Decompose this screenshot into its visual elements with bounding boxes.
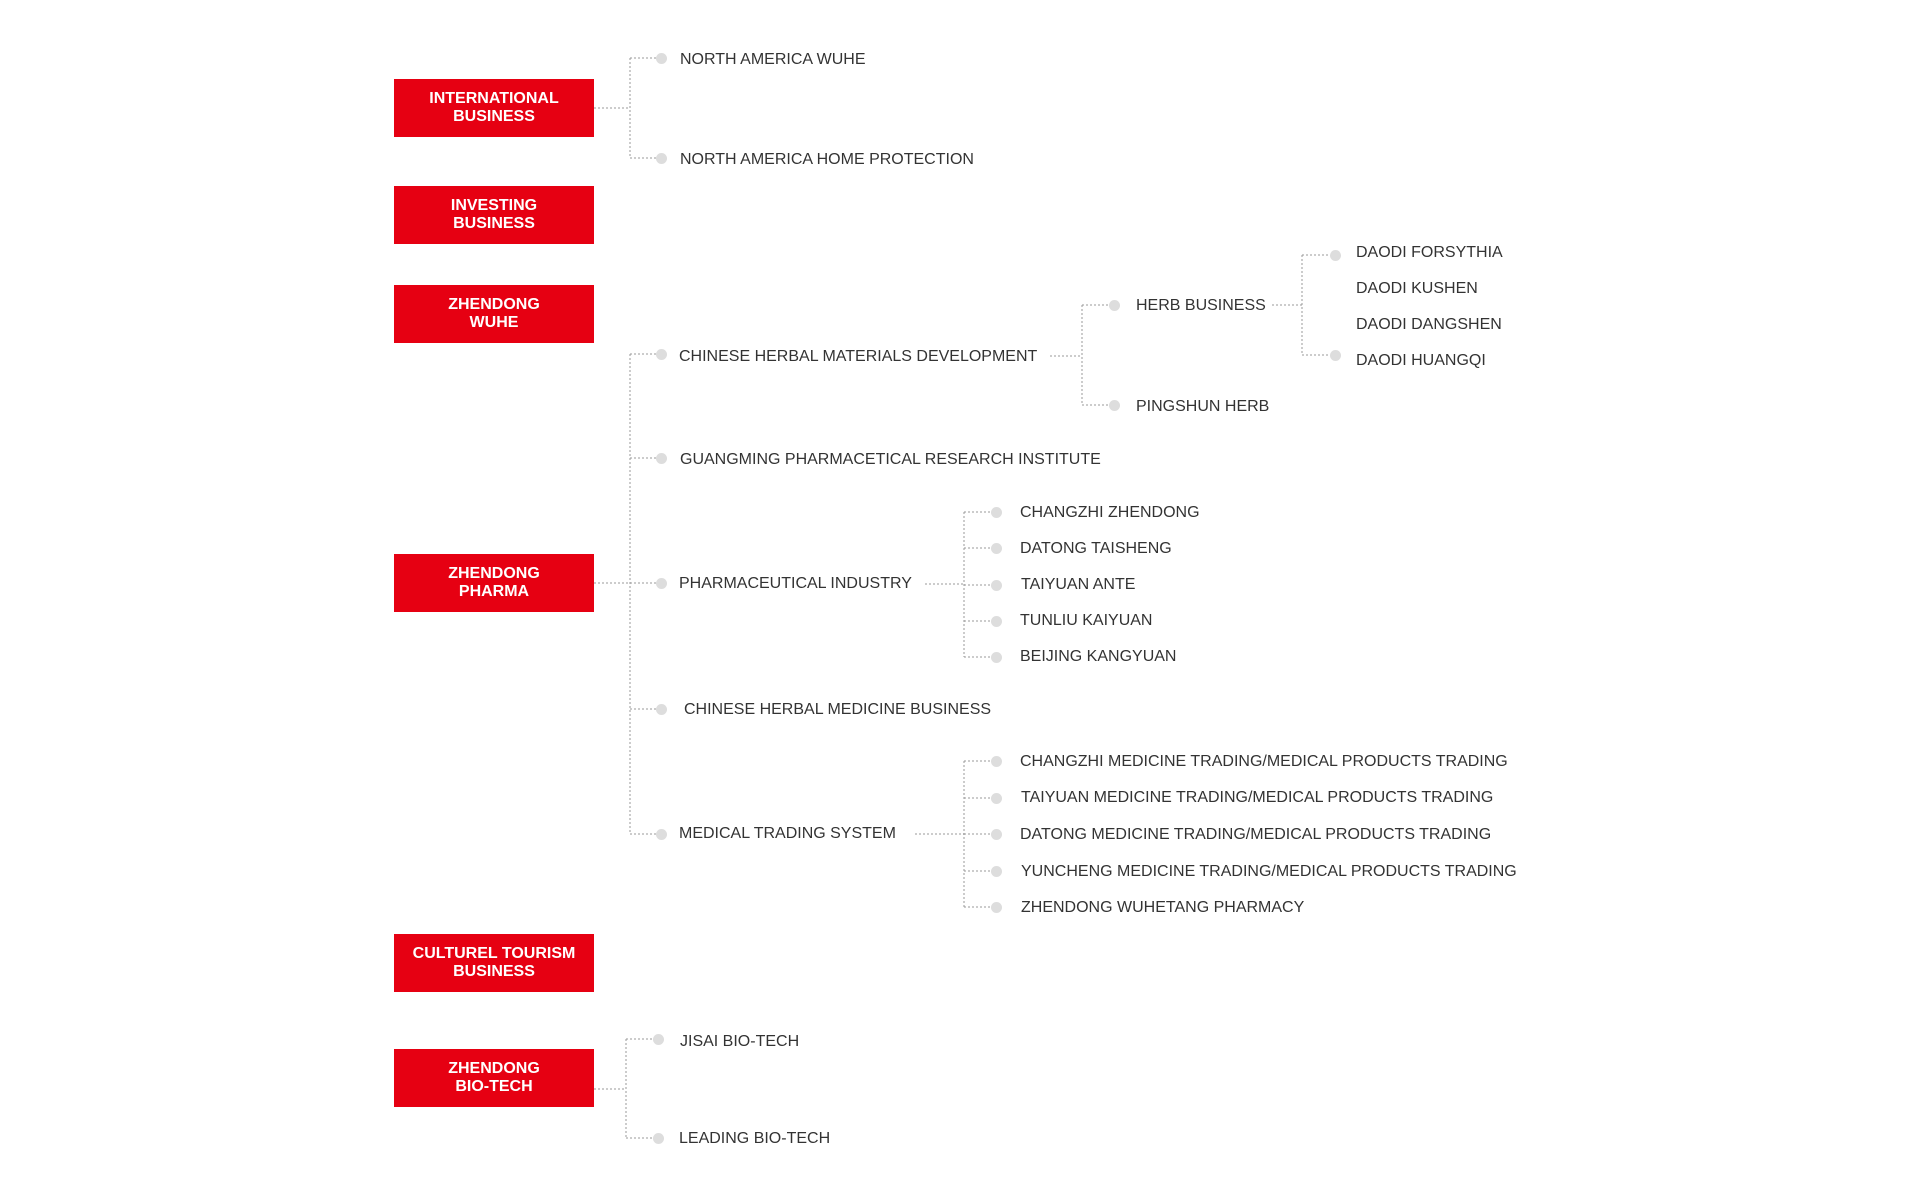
medical-trading-system: MEDICAL TRADING SYSTEM [679,825,896,842]
zhendong-wuhe-box: ZHENDONG WUHE [394,285,594,343]
pharmaceutical-industry: PHARMACEUTICAL INDUSTRY [679,575,912,592]
node-dot [991,652,1002,663]
yuncheng-medicine-trading: YUNCHENG MEDICINE TRADING/MEDICAL PRODUCTS TRADING [1021,863,1517,880]
node-dot [1109,300,1120,311]
node-dot [1330,250,1341,261]
international-business-box: INTERNATIONAL BUSINESS [394,79,594,137]
node-dot [653,1034,664,1045]
node-dot [991,793,1002,804]
culturel-tourism-business-box: CULTUREL TOURISM BUSINESS [394,934,594,992]
daodi-forsythia: DAODI FORSYTHIA [1356,244,1503,261]
node-dot [991,616,1002,627]
zhendong-wuhetang-pharmacy: ZHENDONG WUHETANG PHARMACY [1021,899,1305,916]
node-dot [656,153,667,164]
node-dot [656,829,667,840]
north-america-home-protection: NORTH AMERICA HOME PROTECTION [680,151,974,168]
node-dot [1109,400,1120,411]
daodi-kushen: DAODI KUSHEN [1356,280,1478,297]
node-dot [653,1133,664,1144]
node-dot [656,578,667,589]
tunliu-kaiyuan: TUNLIU KAIYUAN [1020,612,1153,629]
taiyuan-ante: TAIYUAN ANTE [1021,576,1136,593]
pingshun-herb: PINGSHUN HERB [1136,398,1270,415]
datong-taisheng: DATONG TAISHENG [1020,540,1172,557]
node-dot [656,349,667,360]
node-dot [991,902,1002,913]
jisai-bio-tech: JISAI BIO-TECH [680,1033,800,1050]
zhendong-pharma-box: ZHENDONG PHARMA [394,554,594,612]
taiyuan-medicine-trading: TAIYUAN MEDICINE TRADING/MEDICAL PRODUCTS TRADING [1021,789,1494,806]
node-dot [991,829,1002,840]
chinese-herbal-medicine-business: CHINESE HERBAL MEDICINE BUSINESS [684,701,992,718]
daodi-huangqi: DAODI HUANGQI [1356,352,1486,369]
node-dot [1330,350,1341,361]
daodi-dangshen: DAODI DANGSHEN [1356,316,1502,333]
changzhi-zhendong: CHANGZHI ZHENDONG [1020,504,1200,521]
node-dot [656,704,667,715]
node-dot [991,756,1002,767]
zhendong-bio-tech-box: ZHENDONG BIO-TECH [394,1049,594,1107]
investing-business-box: INVESTING BUSINESS [394,186,594,244]
herb-business: HERB BUSINESS [1136,297,1266,314]
chinese-herbal-materials-development: CHINESE HERBAL MATERIALS DEVELOPMENT [679,348,1038,365]
node-dot [991,580,1002,591]
changzhi-medicine-trading: CHANGZHI MEDICINE TRADING/MEDICAL PRODUCTS TRADING [1020,753,1508,770]
node-dot [991,507,1002,518]
node-dot [991,866,1002,877]
beijing-kangyuan: BEIJING KANGYUAN [1020,648,1177,665]
node-dot [656,453,667,464]
guangming-research-institute: GUANGMING PHARMACETICAL RESEARCH INSTITUTE [680,451,1101,468]
datong-medicine-trading: DATONG MEDICINE TRADING/MEDICAL PRODUCTS TRADING [1020,826,1492,843]
node-dot [656,53,667,64]
leading-bio-tech: LEADING BIO-TECH [679,1130,831,1147]
node-dot [991,543,1002,554]
north-america-wuhe: NORTH AMERICA WUHE [680,51,866,68]
